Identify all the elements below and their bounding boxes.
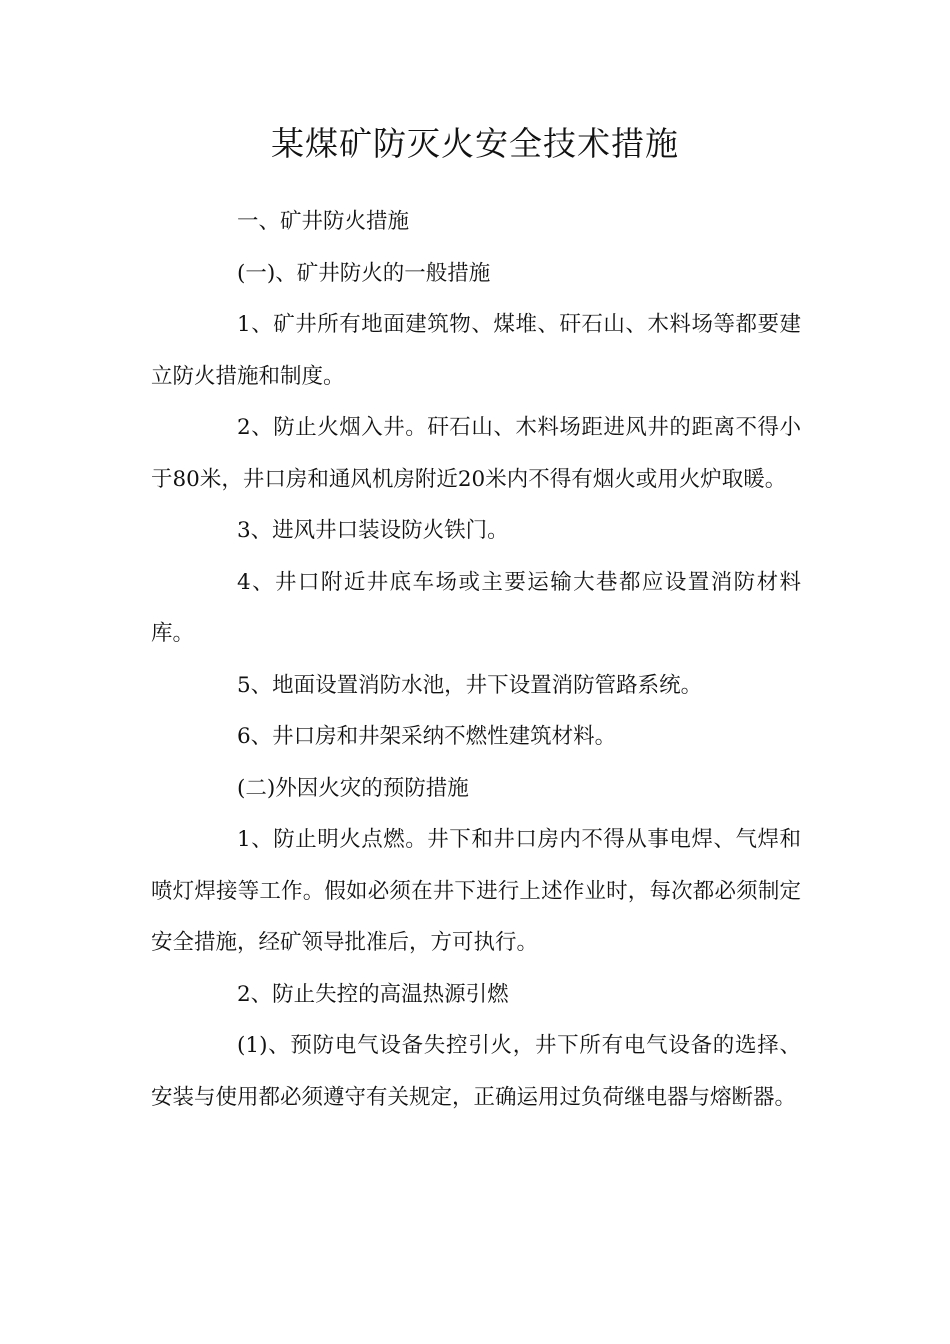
subheading-external-fire: (二)外因火灾的预防措施	[237, 775, 469, 801]
paragraph-item-3: 3、进风井口装设防火铁门。	[237, 518, 509, 543]
paragraph-electrical: (1)、预防电气设备失控引火，井下所有电气设备的选择、安装与使用都必须遵守有关规定，正确运用过负荷继电器与熔断器。	[151, 1033, 801, 1110]
paragraph-item-1: 1、矿井所有地面建筑物、煤堆、矸石山、木料场等都要建立防火措施和制度。	[151, 312, 801, 389]
paragraph-item-5: 5、地面设置消防水池，井下设置消防管路系统。	[237, 672, 703, 698]
heading-fire-prevention: 一、矿井防火措施	[237, 209, 410, 234]
subheading-general-measures: (一)、矿井防火的一般措施	[237, 260, 491, 286]
paragraph-item-6: 6、井口房和井架采纳不燃性建筑材料。	[237, 724, 617, 749]
paragraph-item-2: 2、防止火烟入井。矸石山、木料场距进风井的距离不得小于80米，井口房和通风机房附近20米内不得有烟火或用火炉取暖。	[151, 415, 801, 492]
paragraph-item-4: 4、井口附近井底车场或主要运输大巷都应设置消防材料库。	[151, 569, 801, 646]
paragraph-open-flame: 1、防止明火点燃。井下和井口房内不得从事电焊、气焊和喷灯焊接等工作。假如必须在井下进行上述作业时，每次都必须制定安全措施，经矿领导批准后，方可执行。	[151, 827, 801, 955]
document-body	[151, 196, 801, 1123]
paragraph-heat-source: 2、防止失控的高温热源引燃	[237, 981, 509, 1007]
document-title: 某煤矿防灭火安全技术措施	[271, 124, 679, 163]
